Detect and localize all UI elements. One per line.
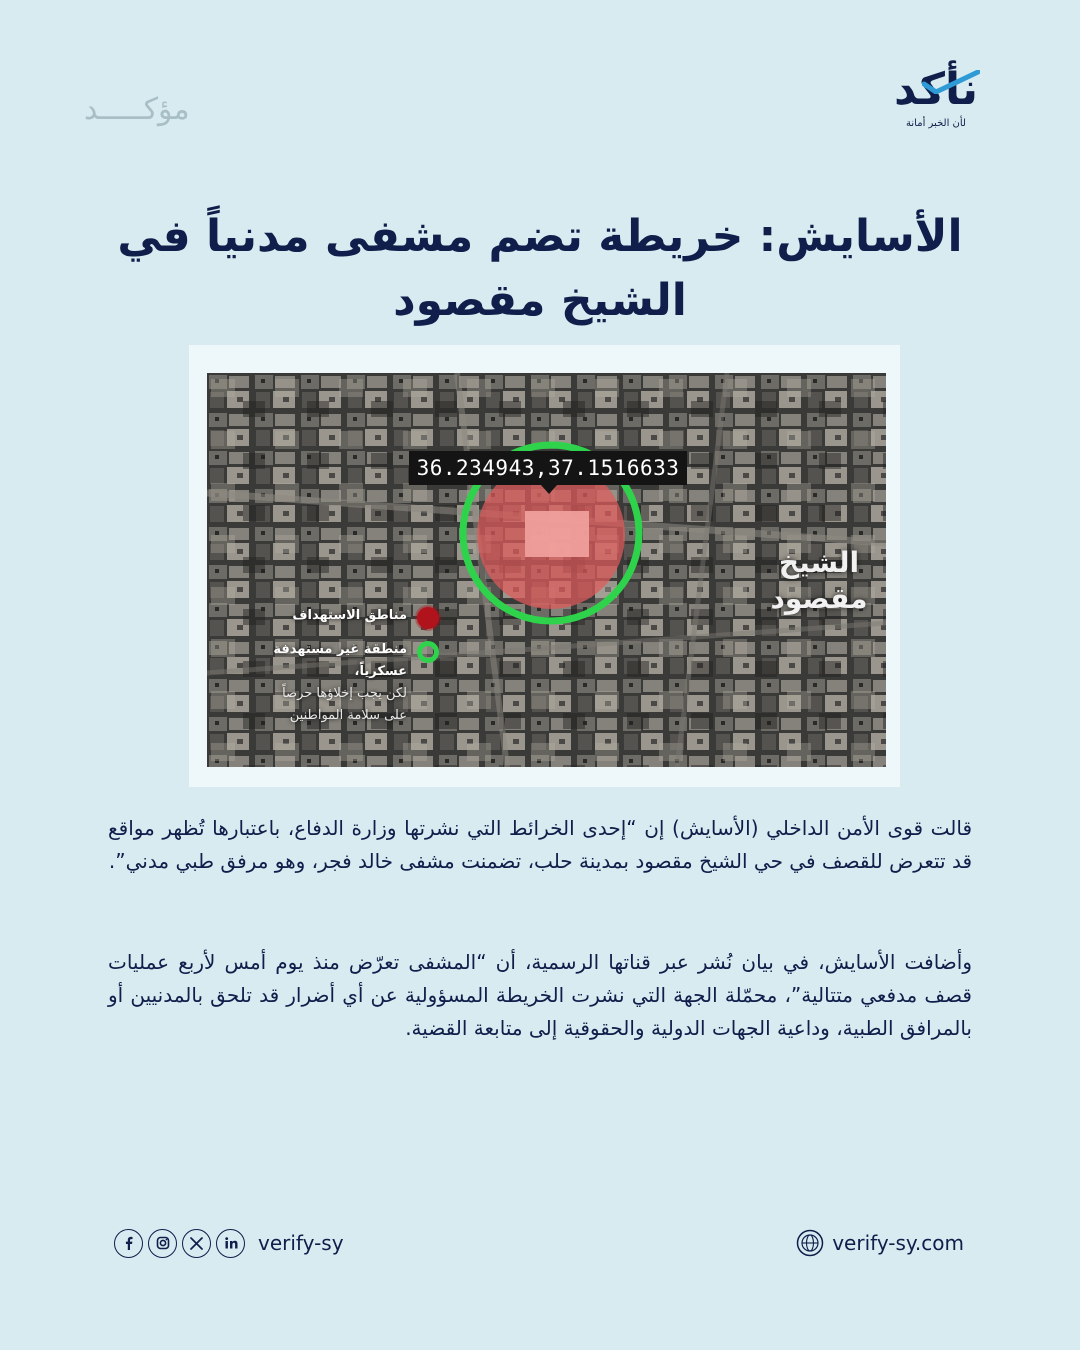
- check-mark-icon: [922, 70, 980, 94]
- satellite-map-image: [207, 373, 886, 767]
- website-link[interactable]: verify-sy.com: [832, 1231, 964, 1255]
- body-paragraph-1: قالت قوى الأمن الداخلي (الأسايش) إن “إحدى الخرائط التي نشرتها وزارة الدفاع، باعتبارها تُظهر مواقع قد تتعرض للقصف في حي الشيخ مقصود بمدينة حلب، تضمنت مشفى خالد فجر، وهو مرفق طبي مدني”.: [108, 816, 972, 873]
- brand-logo: [888, 64, 984, 148]
- coordinates-pointer: [541, 485, 557, 494]
- coordinates-label: 36.234943,37.1516633: [409, 451, 687, 485]
- legend-item-target: [219, 605, 441, 631]
- social-handle[interactable]: verify-sy: [258, 1231, 344, 1255]
- linkedin-icon[interactable]: [216, 1229, 245, 1258]
- facebook-icon[interactable]: [114, 1229, 143, 1258]
- instagram-icon[interactable]: [148, 1229, 177, 1258]
- page-title: الأسايش: خريطة تضم مشفى مدنياً في الشيخ مقصود: [117, 211, 963, 326]
- legend-item-non-military: [219, 639, 441, 727]
- legend-non-military-label: منطقة غير مستهدفة عسكرياً،: [273, 642, 407, 679]
- image-frame: [189, 345, 900, 787]
- legend-target-label: مناطق الاستهداف: [292, 608, 407, 623]
- red-dot-icon: [417, 607, 439, 629]
- logo-tagline: لأن الخبر أمانة: [906, 118, 966, 129]
- x-icon[interactable]: [182, 1229, 211, 1258]
- footer-social: [114, 1226, 344, 1260]
- district-label: الشيخ مقصود: [770, 546, 868, 615]
- logo-wordmark: نأكد: [893, 64, 979, 115]
- verified-watermark: مؤكـــــد: [84, 92, 190, 127]
- globe-icon: [796, 1229, 824, 1257]
- green-ring-icon: [417, 641, 439, 663]
- body-paragraph-2: وأضافت الأسايش، في بيان نُشر عبر قناتها الرسمية، أن “المشفى تعرّض منذ يوم أمس لأربع عمليات قصف مدفعي متتالية”، محمّلة الجهة التي نشرت الخريطة المسؤولية عن أي أضرار قد تلحق بالمدنيين أو بالمرافق الطبية، وداعية الجهات الدولية والحقوقية إلى متابعة القضية.: [108, 950, 972, 1040]
- legend-evacuate-note-1: لكن يجب إخلاؤها حرصاً: [282, 686, 407, 701]
- footer-website[interactable]: [796, 1226, 964, 1260]
- map-legend: [219, 605, 441, 735]
- hospital-building: [525, 511, 589, 557]
- legend-evacuate-note-2: على سلامة المواطنين: [289, 708, 407, 723]
